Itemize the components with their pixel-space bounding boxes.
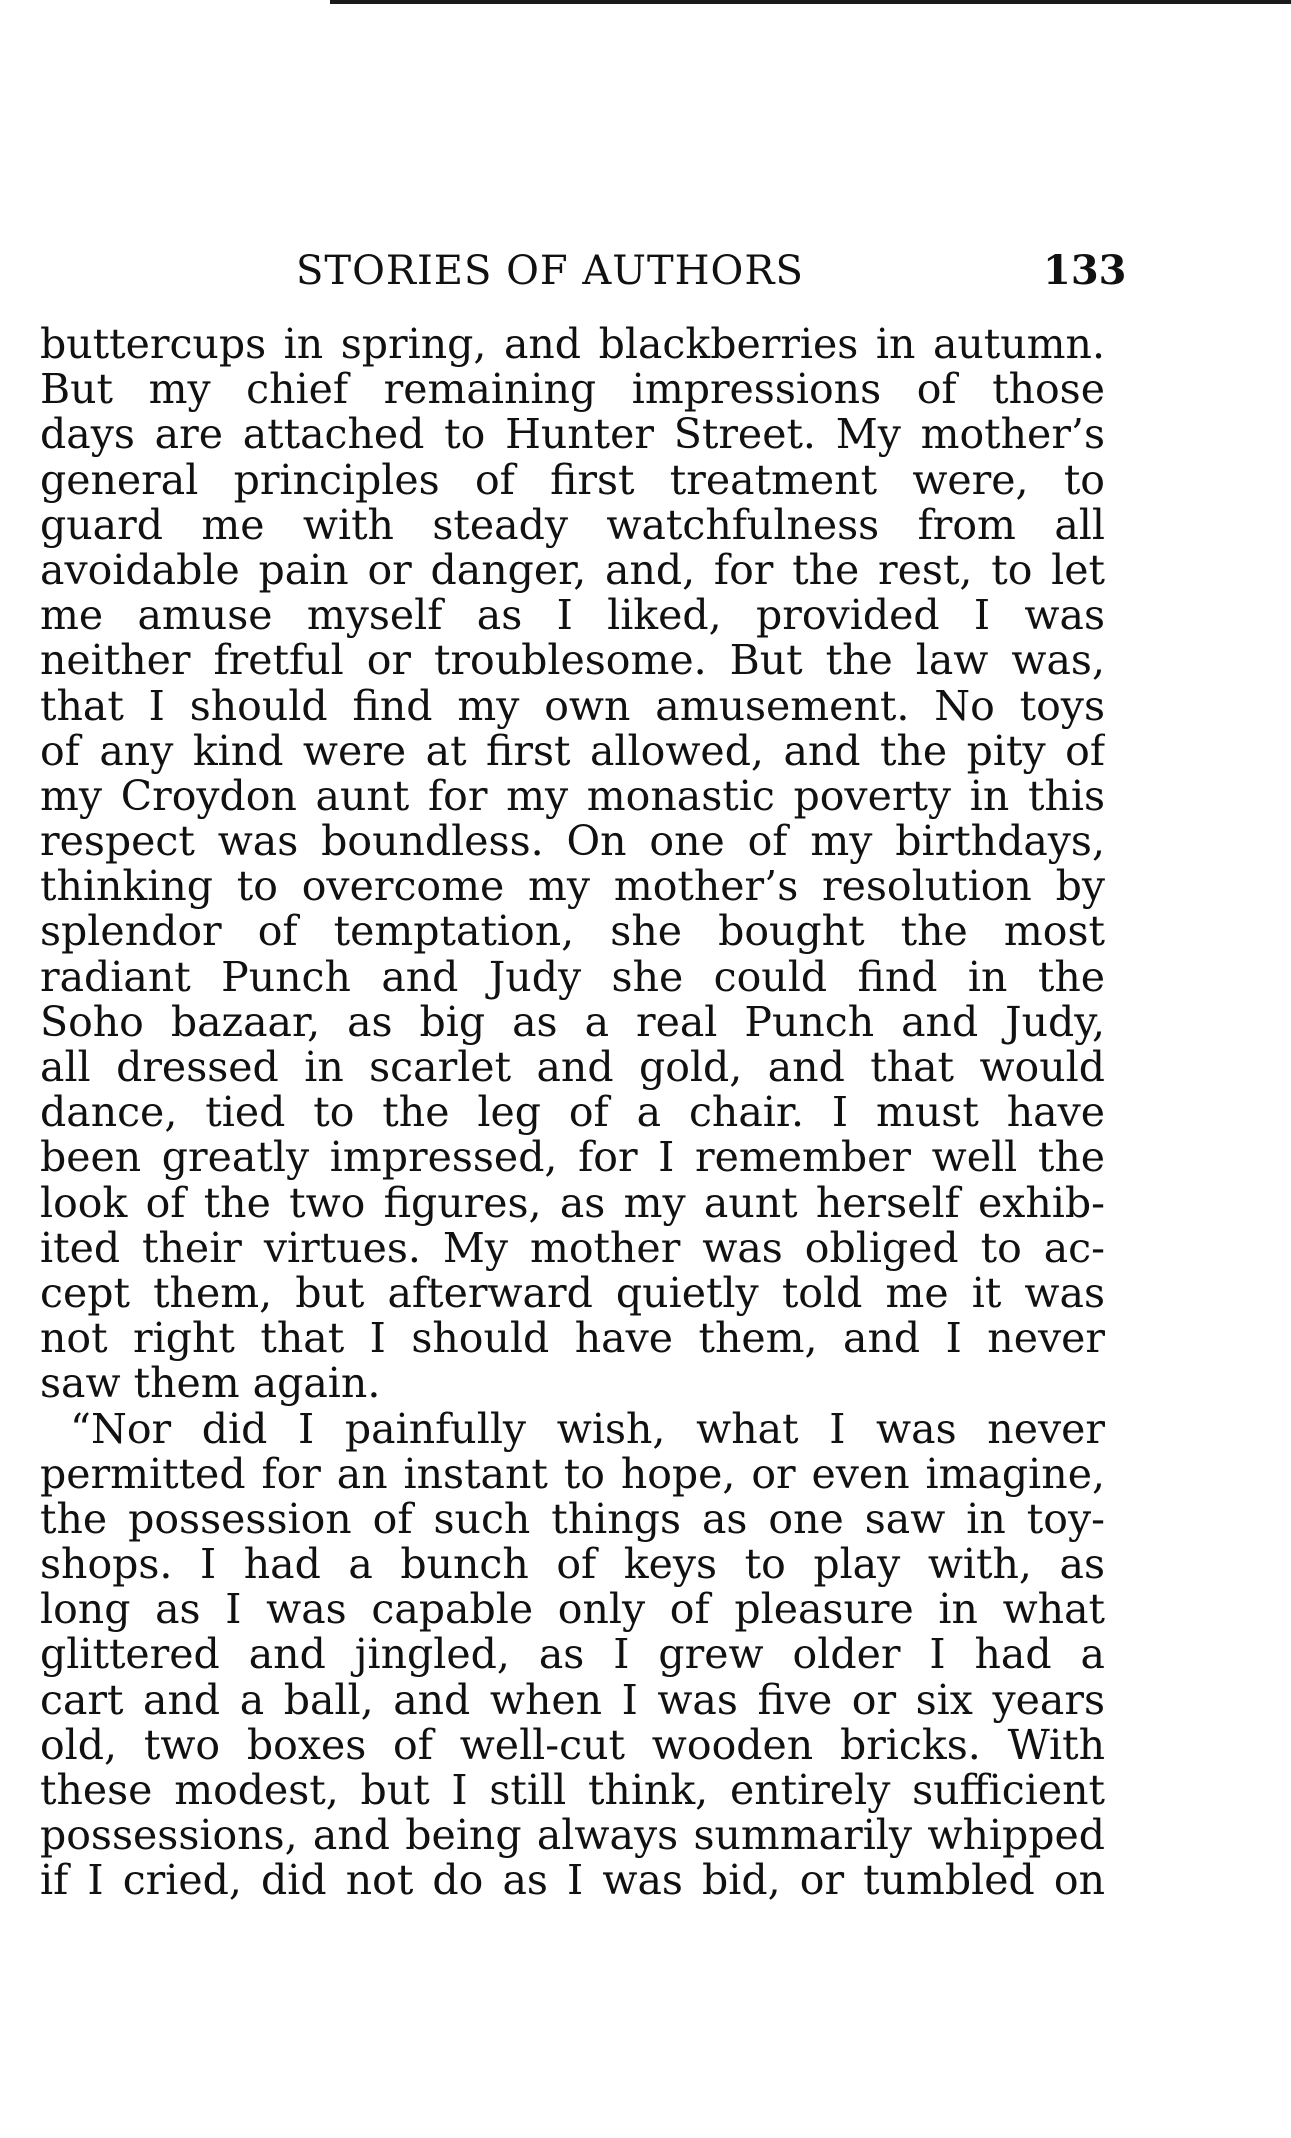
- text-line: respect was boundless. On one of my birthdays,: [40, 819, 1105, 865]
- body-text: [40, 322, 1105, 1904]
- text-line: not right that I should have them, and I never: [40, 1316, 1105, 1362]
- text-line: ited their virtues. My mother was obliged to ac-: [40, 1225, 1105, 1271]
- paragraph-2: [40, 1407, 1105, 1904]
- text-line: shops. I had a bunch of keys to play with, as: [40, 1542, 1105, 1588]
- text-line: these modest, but I still think, entirely sufficient: [40, 1768, 1105, 1814]
- text-line: all dressed in scarlet and gold, and that would: [40, 1045, 1105, 1091]
- text-line: the possession of such things as one saw in toy-: [40, 1496, 1105, 1543]
- text-line: splendor of temptation, she bought the most: [40, 909, 1105, 955]
- text-line: permitted for an instant to hope, or even imagine,: [40, 1451, 1105, 1497]
- text-line: if I cried, did not do as I was bid, or tumbled on: [40, 1858, 1105, 1904]
- text-line: cept them, but afterward quietly told me it was: [40, 1270, 1105, 1317]
- text-line: glittered and jingled, as I grew older I had a: [40, 1632, 1105, 1678]
- text-line: thinking to overcome my mother’s resolution by: [40, 864, 1105, 910]
- text-line: me amuse myself as I liked, provided I was: [40, 593, 1105, 639]
- text-line: my Croydon aunt for my monastic poverty in this: [40, 773, 1105, 820]
- text-line: days are attached to Hunter Street. My mother’s: [40, 412, 1105, 458]
- text-line: saw them again.: [40, 1361, 381, 1407]
- running-head: STORIES OF AUTHORS: [296, 248, 804, 294]
- text-line: been greatly impressed, for I remember well the: [40, 1135, 1105, 1181]
- text-line: old, two boxes of well-cut wooden bricks. With: [40, 1722, 1105, 1768]
- text-line: But my chief remaining impressions of those: [40, 367, 1105, 413]
- text-line: neither fretful or troublesome. But the law was,: [40, 638, 1105, 684]
- text-line: that I should find my own amusement. No toys: [40, 683, 1105, 729]
- text-line: look of the two figures, as my aunt herself exhib-: [40, 1180, 1105, 1226]
- text-line: radiant Punch and Judy she could find in the: [40, 954, 1105, 1000]
- text-line: long as I was capable only of pleasure in what: [40, 1587, 1105, 1633]
- top-rule: [330, 0, 1291, 4]
- text-line: guard me with steady watchfulness from all: [40, 502, 1105, 548]
- text-line: buttercups in spring, and blackberries in autumn.: [40, 322, 1105, 368]
- text-line: possessions, and being always summarily whipped: [40, 1813, 1105, 1859]
- paragraph-1: [40, 322, 1105, 1407]
- text-line: general principles of first treatment were, to: [40, 457, 1105, 503]
- text-line: Soho bazaar, as big as a real Punch and Judy,: [40, 999, 1105, 1045]
- text-line: cart and a ball, and when I was five or six years: [40, 1677, 1105, 1723]
- text-line: “Nor did I painfully wish, what I was never: [70, 1406, 1105, 1452]
- page-number: 133: [1043, 247, 1127, 294]
- text-line: avoidable pain or danger, and, for the rest, to let: [40, 547, 1105, 594]
- text-line: dance, tied to the leg of a chair. I must have: [40, 1090, 1105, 1136]
- text-line: of any kind were at first allowed, and the pity of: [40, 728, 1105, 774]
